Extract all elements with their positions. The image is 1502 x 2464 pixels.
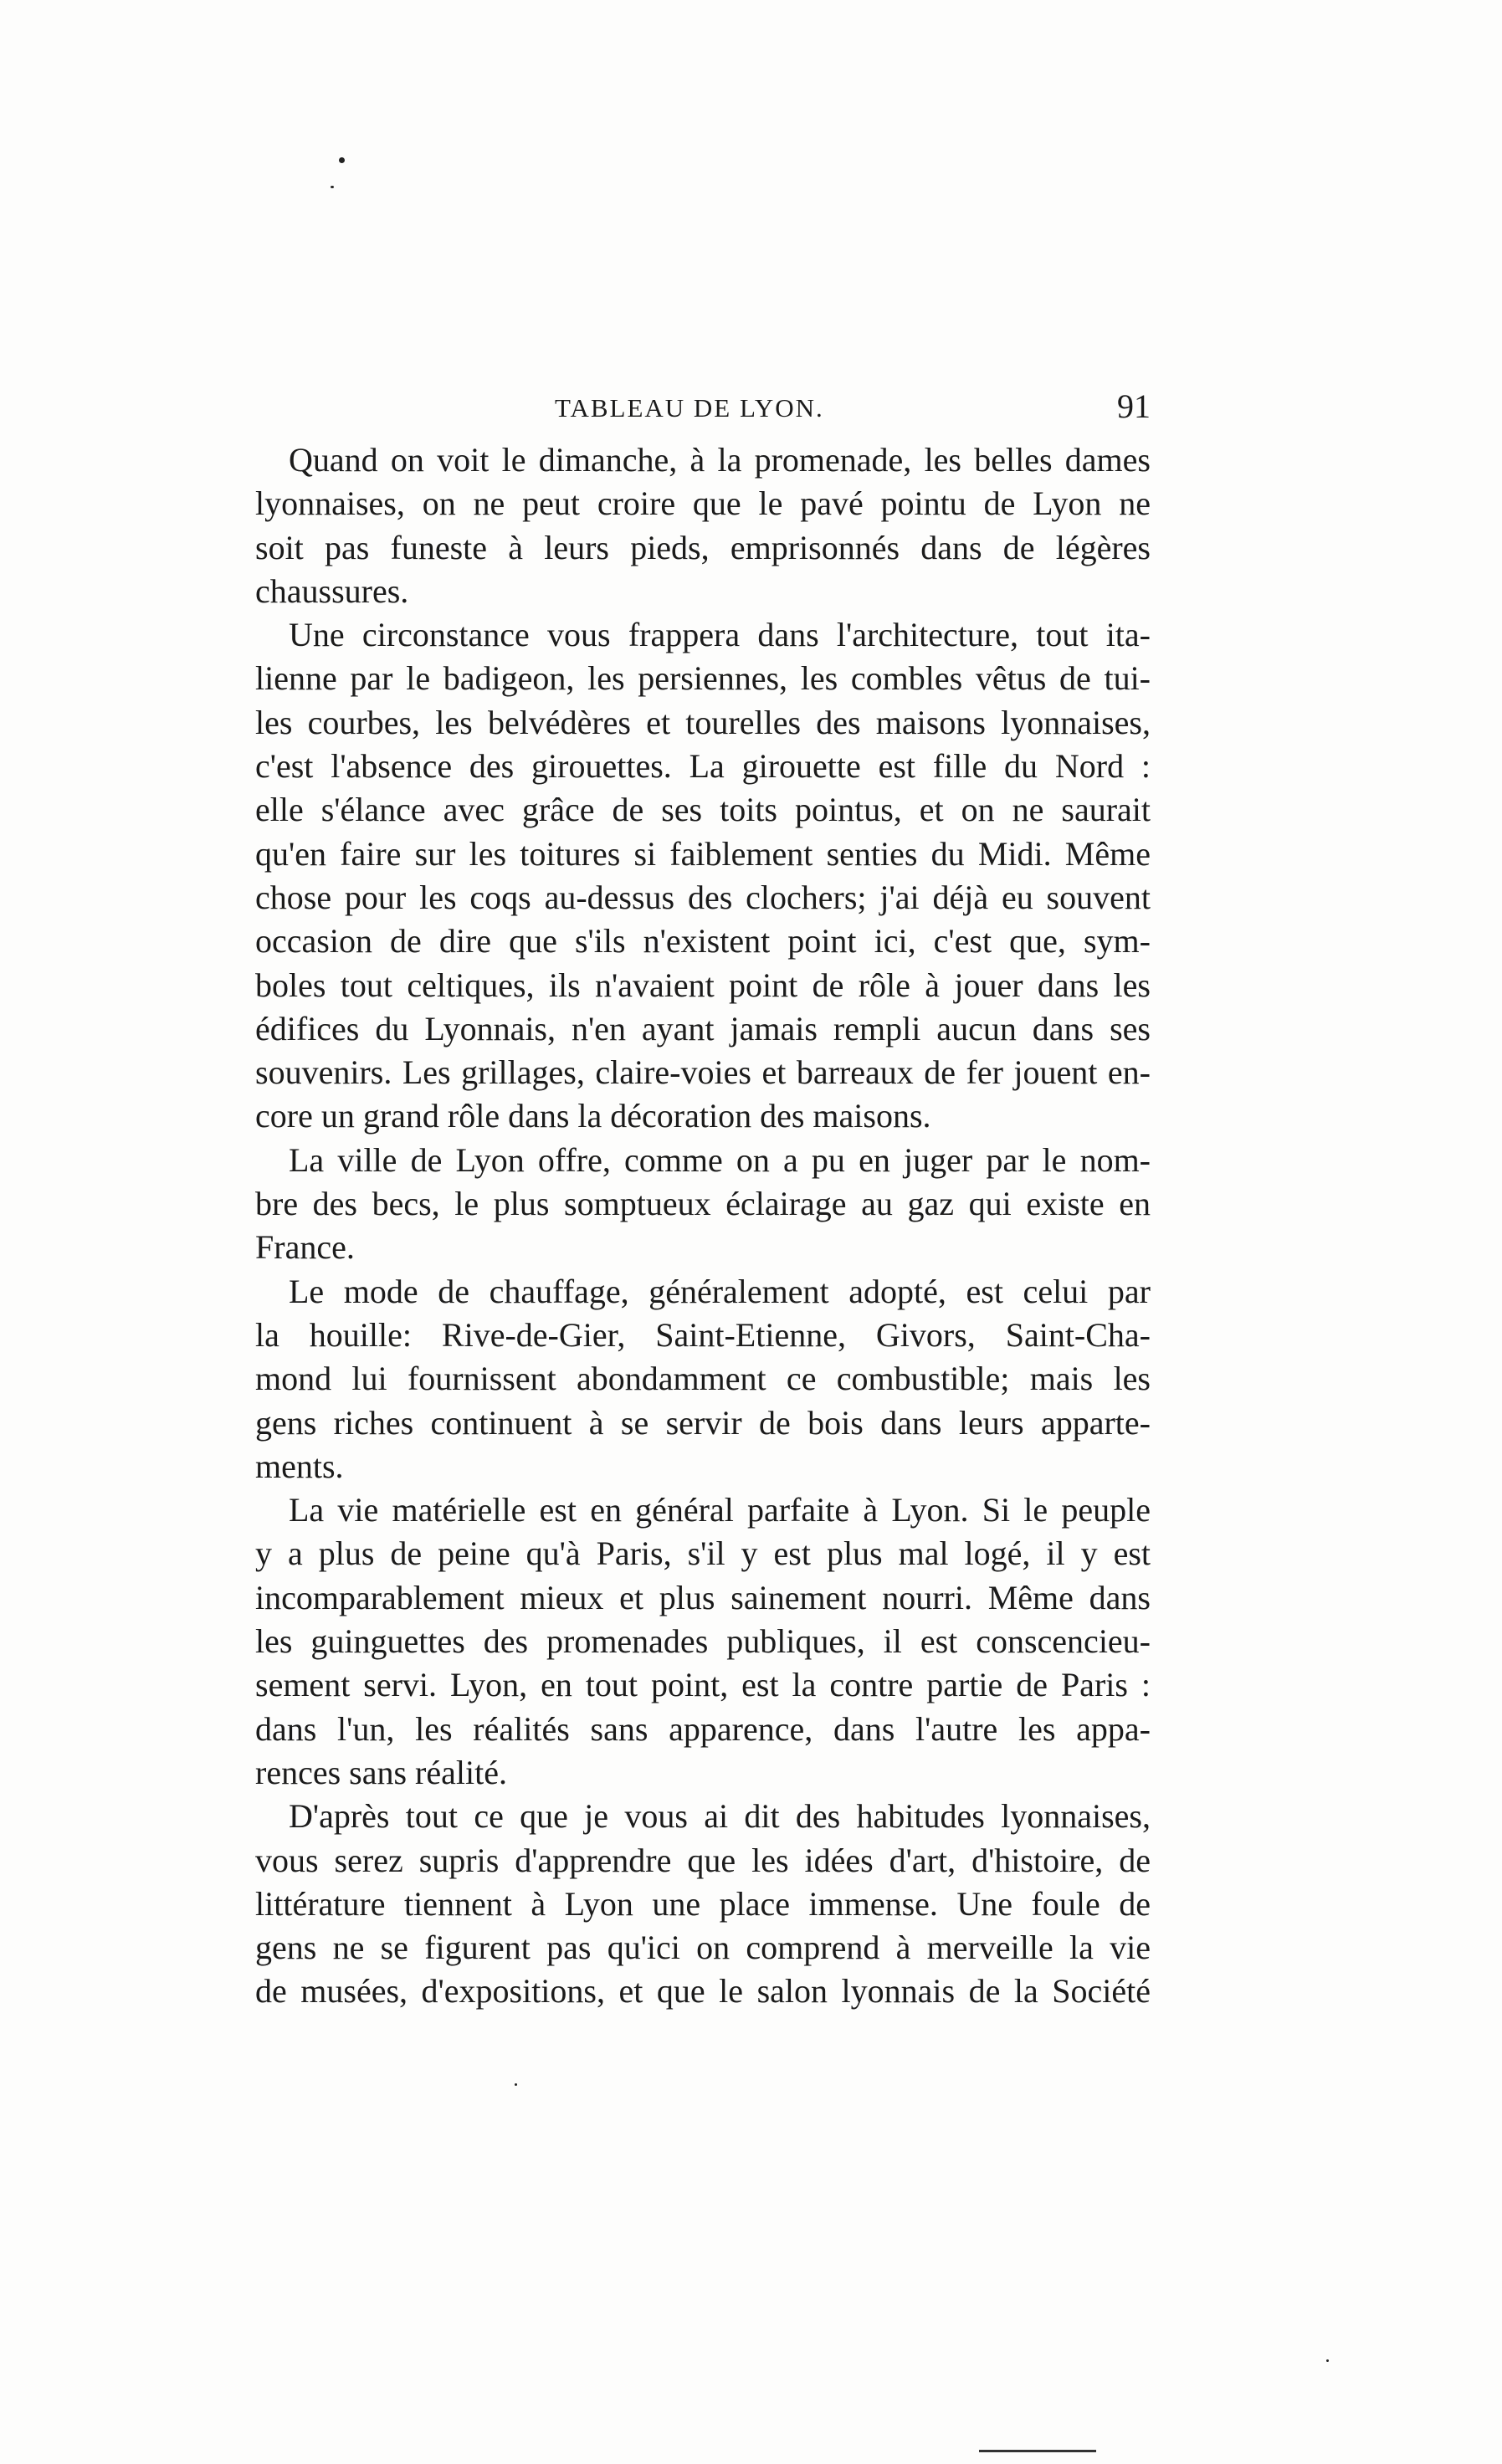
text-line: Une circonstance vous frappera dans l'architecture, tout ita- [289, 616, 1151, 654]
text-line: core un grand rôle dans la décoration des maisons. [255, 1097, 931, 1135]
ink-speck [515, 2083, 517, 2086]
text-line: D'après tout ce que je vous ai dit des habitudes lyonnaises, [289, 1797, 1151, 1836]
footer-rule [979, 2450, 1096, 2452]
text-line: édifices du Lyonnais, n'en ayant jamais rempli aucun dans ses [255, 1009, 1151, 1048]
ink-speck [1326, 2359, 1329, 2362]
text-line: Quand on voit le dimanche, à la promenade, les belles dames [289, 441, 1151, 479]
ink-speck [339, 157, 345, 163]
text-line: La vie matérielle est en général parfaite à Lyon. Si le peuple [289, 1491, 1151, 1529]
text-line: littérature tiennent à Lyon une place immense. Une foule de [255, 1884, 1151, 1923]
text-line: soit pas funeste à leurs pieds, emprisonnés dans de légères [255, 528, 1151, 566]
text-line: lyonnaises, on ne peut croire que le pavé pointu de Lyon ne [255, 484, 1151, 523]
text-line: qu'en faire sur les toitures si faiblement senties du Midi. Même [255, 834, 1151, 873]
text-line: de musées, d'expositions, et que le salon lyonnais de la Société [255, 1972, 1151, 2011]
text-line: La ville de Lyon offre, comme on a pu en juger par le nom- [289, 1140, 1151, 1179]
text-line: rences sans réalité. [255, 1753, 507, 1791]
text-line: elle s'élance avec grâce de ses toits pointus, et on ne saurait [255, 791, 1151, 829]
text-line: gens ne se figurent pas qu'ici on comprend à merveille la vie [255, 1929, 1151, 1967]
text-line: sement servi. Lyon, en tout point, est la contre partie de Paris : [255, 1666, 1151, 1704]
text-line: boles tout celtiques, ils n'avaient point de rôle à jouer dans les [255, 966, 1151, 1004]
text-line: France. [255, 1228, 355, 1267]
running-title: TABLEAU DE LYON. [555, 393, 824, 423]
text-line: mond lui fournissent abondamment ce combustible; mais les [255, 1360, 1151, 1398]
page-number: 91 [1117, 387, 1151, 425]
text-line: chaussures. [255, 571, 409, 610]
text-line: souvenirs. Les grillages, claire-voies et barreaux de fer jouent en- [255, 1053, 1151, 1092]
ink-speck [331, 186, 334, 188]
text-line: bre des becs, le plus somptueux éclairage au gaz qui existe en [255, 1185, 1151, 1223]
text-line: Le mode de chauffage, généralement adopté, est celui par [289, 1272, 1151, 1310]
text-line: dans l'un, les réalités sans apparence, dans l'autre les appa- [255, 1709, 1151, 1748]
text-line: occasion de dire que s'ils n'existent point ici, c'est que, sym- [255, 922, 1151, 960]
text-line: ments. [255, 1447, 344, 1485]
text-line: chose pour les coqs au-dessus des clochers; j'ai déjà eu souvent [255, 878, 1151, 916]
text-line: la houille: Rive-de-Gier, Saint-Etienne, Givors, Saint-Cha- [255, 1315, 1151, 1354]
text-line: vous serez supris d'apprendre que les idées d'art, d'histoire, de [255, 1841, 1151, 1879]
body-text [255, 438, 1151, 2014]
text-line: gens riches continuent à se servir de bois dans leurs apparte- [255, 1403, 1151, 1442]
text-line: lienne par le badigeon, les persiennes, les combles vêtus de tui- [255, 659, 1151, 698]
text-line: les guinguettes des promenades publiques, il est conscencieu- [255, 1622, 1151, 1661]
text-line: les courbes, les belvédères et tourelles des maisons lyonnaises, [255, 703, 1151, 741]
text-line: c'est l'absence des girouettes. La girouette est fille du Nord : [255, 747, 1151, 786]
text-line: incomparablement mieux et plus sainement nourri. Même dans [255, 1578, 1151, 1616]
text-line: y a plus de peine qu'à Paris, s'il y est plus mal logé, il y est [255, 1534, 1151, 1573]
page-header [255, 387, 1151, 437]
